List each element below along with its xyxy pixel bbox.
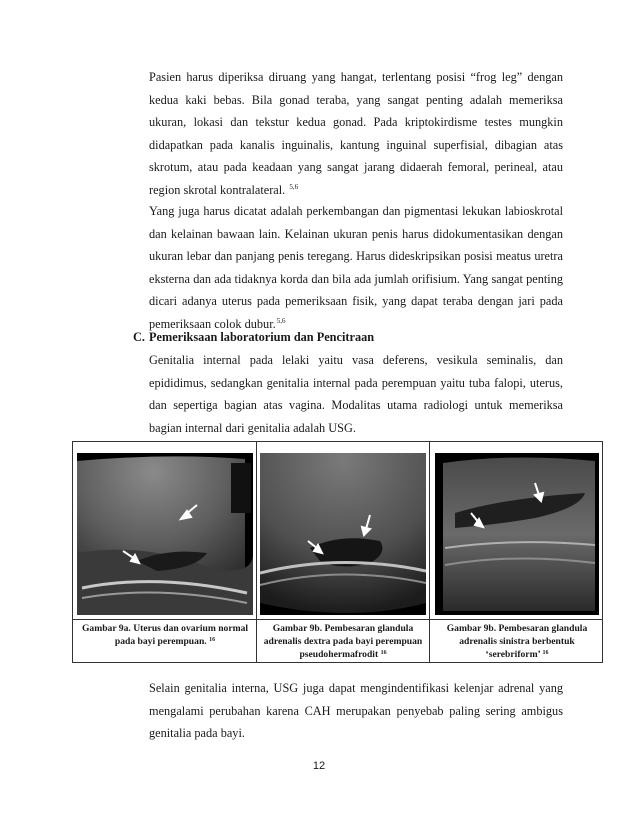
table-divider [73,619,602,620]
page-number: 12 [312,760,326,772]
citation-ref: 5,6 [289,182,299,191]
ultrasound-image-adrenal-sinistra [435,453,599,615]
figure-caption: Gambar 9a. Uterus dan ovarium normal pada bayi perempuan. $^{16}$ [81,623,249,647]
table-divider [256,442,257,662]
figure-caption: Gambar 9b. Pembesaran glandula adrenalis sinistra berbentuk ‘serebriform’ $^{16}$ [446,623,588,660]
figure-table [72,441,603,663]
ultrasound-image-adrenal-dextra [260,453,426,615]
section-title: Pemeriksaan laboratorium dan Pencitraan [149,330,375,344]
figure-caption: Gambar 9b. Pembesaran glandula adrenalis dextra pada bayi perempuan pseudohermafrodit $^{16}$ [263,623,423,660]
section-letter: C. [133,330,145,344]
paragraph-examination: Pasien harus diperiksa diruang yang hangat, terlentang posisi “frog leg” dengan kedua kaki bebas. Bila gonad teraba, yang sangat penting adalah memeriksa ukuran, lokasi dan tekstur kedua gonad. Pada kriptokirdisme testes mungkin didapatkan pada kanalis inguinalis, kantung inguinal superfisial, dibagian atas skrotum, atau pada keadaan yang sangat jarang didaerah femoral, perineal, atau region skrotal kontralateral. $^{5,6}$ [149,70,563,197]
paragraph-external-genitalia: Yang juga harus dicatat adalah perkembangan dan pigmentasi lekukan labioskrotal dan kelainan bawaan lain. Kelainan ukuran penis harus didokumentasikan dengan ukuran lebar dan panjang penis teregang. Harus dideskripsikan posisi meatus uretra eksterna dan ada tidaknya korda dan bila ada jumlah orifisium. Yang sangat penting dicari adanya uterus pada pemeriksaan fisik, yang dapat teraba dengan jari pada pemeriksaan colok dubur.$^{5,6}$ [149,204,563,331]
table-divider [429,442,430,662]
citation-ref: 5,6 [276,316,286,325]
paragraph-usg-adrenal: Selain genitalia interna, USG juga dapat mengindentifikasi kelenjar adrenal yang mengalami perubahan karena CAH merupakan penyebab paling sering ambigus genitalia pada bayi. [149,681,563,741]
paragraph-internal-genitalia: Genitalia internal pada lelaki yaitu vasa deferens, vesikula seminalis, dan epididimus, sedangkan genitalia internal pada perempuan yaitu tuba falopi, uterus, dan sepertiga bagian atas vagina. Modalitas utama radiologi untuk memeriksa bagian internal dari genitalia adalah USG. [149,353,563,435]
ultrasound-image-uterus-ovarium [77,453,253,615]
section-heading [133,327,374,347]
